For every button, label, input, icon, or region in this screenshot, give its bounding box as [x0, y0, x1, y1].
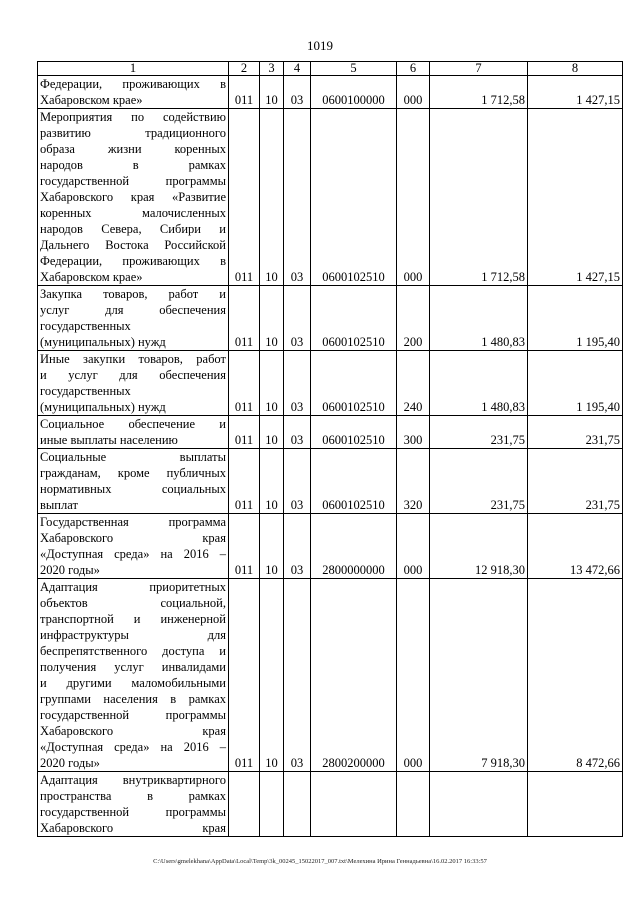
cell-c8: 1 427,15 — [528, 76, 623, 109]
table-row — [38, 286, 623, 351]
row-name-line: Хабаровском крае» — [40, 93, 143, 107]
cell-c2: 011 — [229, 579, 260, 772]
table-header-row — [38, 62, 623, 76]
cell-c4: 03 — [284, 286, 311, 351]
row-name-line: Хабаровского края — [40, 531, 226, 545]
file-path-footer: C:\Users\gmelekhana\AppData\Local\Temp\3k_00245_15022017_007.txt\Мелехина Ирина Геннадьевна\16.02.2017 16:33:57 — [153, 858, 487, 865]
cell-c4: 03 — [284, 449, 311, 514]
cell-c2: 011 — [229, 286, 260, 351]
cell-c7 — [430, 772, 528, 837]
cell-c6: 240 — [397, 351, 430, 416]
cell-c8: 13 472,66 — [528, 514, 623, 579]
row-name-line: Адаптация приоритетных — [40, 580, 226, 594]
row-name-line: Государственная программа — [40, 515, 226, 529]
cell-c8: 1 195,40 — [528, 351, 623, 416]
column-header: 6 — [397, 62, 430, 76]
row-name-line: Социальные выплаты — [40, 450, 226, 464]
cell-c7: 1 480,83 — [430, 351, 528, 416]
cell-c5: 0600102510 — [311, 286, 397, 351]
cell-c3: 10 — [260, 579, 284, 772]
cell-c6: 000 — [397, 109, 430, 286]
cell-c6 — [397, 772, 430, 837]
row-name-cell — [38, 416, 229, 449]
row-name-cell — [38, 76, 229, 109]
table-row — [38, 351, 623, 416]
row-name-line: народов в рамках — [40, 158, 226, 172]
row-name-line: нормативных социальных — [40, 482, 226, 496]
row-name-line: государственных — [40, 319, 131, 333]
row-name-line: группами населения в рамках — [40, 692, 226, 706]
row-name-cell — [38, 514, 229, 579]
row-name-line: коренных малочисленных — [40, 206, 226, 220]
row-name-line: иные выплаты населению — [40, 433, 178, 447]
cell-c5: 0600102510 — [311, 449, 397, 514]
row-name-cell — [38, 286, 229, 351]
row-name-line: государственной программы — [40, 174, 226, 188]
cell-c8: 1 195,40 — [528, 286, 623, 351]
row-name-cell — [38, 351, 229, 416]
row-name-line: Федерации, проживающих в — [40, 254, 226, 268]
cell-c3 — [260, 772, 284, 837]
row-name-line: услуг для обеспечения — [40, 303, 226, 317]
cell-c7: 1 712,58 — [430, 76, 528, 109]
cell-c2: 011 — [229, 109, 260, 286]
table-row — [38, 579, 623, 772]
table-row — [38, 109, 623, 286]
cell-c3: 10 — [260, 514, 284, 579]
cell-c4: 03 — [284, 514, 311, 579]
table-row — [38, 772, 623, 837]
row-name-line: «Доступная среда» на 2016 – — [40, 547, 226, 561]
cell-c6: 320 — [397, 449, 430, 514]
row-name-line: получения услуг инвалидами — [40, 660, 226, 674]
cell-c6: 300 — [397, 416, 430, 449]
row-name-line: государственных — [40, 384, 131, 398]
cell-c5: 0600102510 — [311, 109, 397, 286]
cell-c4 — [284, 772, 311, 837]
cell-c4: 03 — [284, 109, 311, 286]
cell-c7: 1 712,58 — [430, 109, 528, 286]
column-header: 3 — [260, 62, 284, 76]
cell-c8: 231,75 — [528, 416, 623, 449]
row-name-line: развитию традиционного — [40, 126, 226, 140]
table-row — [38, 76, 623, 109]
row-name-line: Хабаровского края «Развитие — [40, 190, 226, 204]
cell-c2: 011 — [229, 416, 260, 449]
cell-c4: 03 — [284, 579, 311, 772]
cell-c7: 231,75 — [430, 416, 528, 449]
column-header: 4 — [284, 62, 311, 76]
column-header: 2 — [229, 62, 260, 76]
cell-c7: 12 918,30 — [430, 514, 528, 579]
cell-c8 — [528, 772, 623, 837]
cell-c3: 10 — [260, 76, 284, 109]
row-name-line: Хабаровского края — [40, 724, 226, 738]
table-row — [38, 416, 623, 449]
cell-c8: 8 472,66 — [528, 579, 623, 772]
row-name-line: 2020 годы» — [40, 756, 100, 770]
cell-c6: 200 — [397, 286, 430, 351]
cell-c7: 231,75 — [430, 449, 528, 514]
cell-c5 — [311, 772, 397, 837]
column-header: 5 — [311, 62, 397, 76]
cell-c4: 03 — [284, 416, 311, 449]
page-number: 1019 — [307, 38, 333, 53]
row-name-line: «Доступная среда» на 2016 – — [40, 740, 226, 754]
row-name-line: выплат — [40, 498, 78, 512]
row-name-line: государственной программы — [40, 708, 226, 722]
cell-c4: 03 — [284, 351, 311, 416]
row-name-line: Дальнего Востока Российской — [40, 238, 226, 252]
row-name-line: государственной программы — [40, 805, 226, 819]
table-row — [38, 449, 623, 514]
row-name-line: (муниципальных) нужд — [40, 335, 166, 349]
row-name-cell — [38, 109, 229, 286]
row-name-cell — [38, 449, 229, 514]
row-name-line: Хабаровском крае» — [40, 270, 143, 284]
row-name-line: и другими маломобильными — [40, 676, 226, 690]
cell-c2: 011 — [229, 351, 260, 416]
row-name-line: транспортной и инженерной — [40, 612, 226, 626]
column-header: 8 — [528, 62, 623, 76]
row-name-cell — [38, 772, 229, 837]
row-name-line: Мероприятия по содействию — [40, 110, 226, 124]
row-name-line: гражданам, кроме публичных — [40, 466, 226, 480]
row-name-line: Федерации, проживающих в — [40, 77, 226, 91]
cell-c5: 0600100000 — [311, 76, 397, 109]
column-header: 7 — [430, 62, 528, 76]
cell-c5: 2800000000 — [311, 514, 397, 579]
table-row — [38, 514, 623, 579]
row-name-line: народов Севера, Сибири и — [40, 222, 226, 236]
column-header: 1 — [38, 62, 229, 76]
cell-c8: 1 427,15 — [528, 109, 623, 286]
cell-c2: 011 — [229, 76, 260, 109]
cell-c5: 0600102510 — [311, 351, 397, 416]
cell-c3: 10 — [260, 416, 284, 449]
budget-table — [37, 61, 623, 837]
cell-c2 — [229, 772, 260, 837]
row-name-line: Закупка товаров, работ и — [40, 287, 226, 301]
cell-c6: 000 — [397, 76, 430, 109]
cell-c7: 1 480,83 — [430, 286, 528, 351]
cell-c7: 7 918,30 — [430, 579, 528, 772]
cell-c5: 0600102510 — [311, 416, 397, 449]
row-name-line: инфраструктуры для — [40, 628, 226, 642]
row-name-line: образа жизни коренных — [40, 142, 226, 156]
row-name-line: и услуг для обеспечения — [40, 368, 226, 382]
cell-c2: 011 — [229, 449, 260, 514]
cell-c2: 011 — [229, 514, 260, 579]
row-name-line: (муниципальных) нужд — [40, 400, 166, 414]
row-name-line: Социальное обеспечение и — [40, 417, 226, 431]
row-name-line: пространства в рамках — [40, 789, 226, 803]
row-name-line: 2020 годы» — [40, 563, 100, 577]
cell-c3: 10 — [260, 286, 284, 351]
cell-c5: 2800200000 — [311, 579, 397, 772]
row-name-line: Адаптация внутриквартирного — [40, 773, 226, 787]
row-name-line: беспрепятственного доступа и — [40, 644, 226, 658]
cell-c4: 03 — [284, 76, 311, 109]
cell-c3: 10 — [260, 351, 284, 416]
cell-c6: 000 — [397, 579, 430, 772]
cell-c3: 10 — [260, 109, 284, 286]
row-name-line: объектов социальной, — [40, 596, 226, 610]
cell-c8: 231,75 — [528, 449, 623, 514]
row-name-line: Хабаровского края — [40, 821, 226, 835]
row-name-cell — [38, 579, 229, 772]
cell-c6: 000 — [397, 514, 430, 579]
row-name-line: Иные закупки товаров, работ — [40, 352, 226, 366]
cell-c3: 10 — [260, 449, 284, 514]
